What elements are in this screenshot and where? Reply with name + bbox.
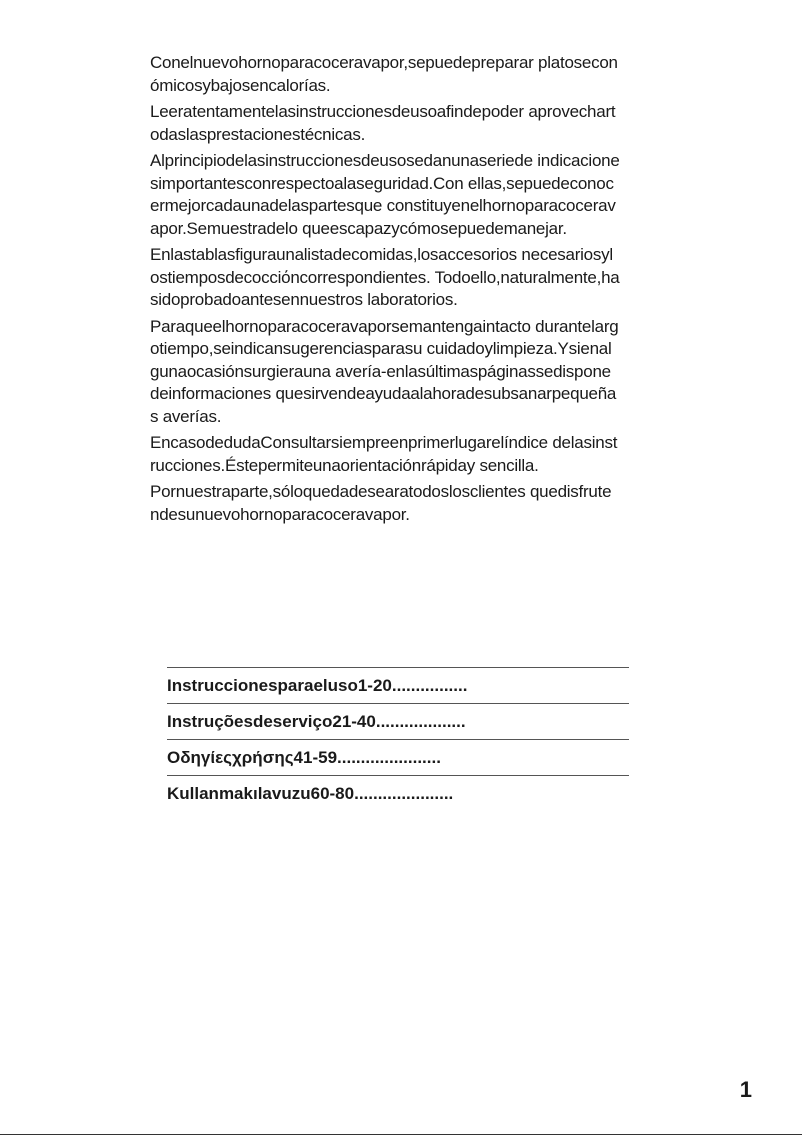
toc-entry-spanish[interactable]	[167, 667, 629, 703]
intro-paragraph: Pornuestraparte,sóloquedadesearatodoslosclientes quedisfrutendesunuevohornoparacoceravapor.	[150, 482, 612, 524]
toc-entry-leader: ...................	[375, 712, 466, 731]
intro-paragraph: Enlastablasfiguraunalistadecomidas,losaccesorios necesariosylostiemposdecocciόncorrespondientes. Todoello,naturalmente,hasidoprobadoantesennuestros laboratorios.	[150, 245, 620, 309]
table-of-contents	[167, 667, 629, 811]
intro-text	[150, 52, 620, 530]
intro-paragraph: Leeratentamentelasinstruccionesdeusoafindepoder aprovechartodaslasprestacionestécnicas.	[150, 102, 616, 144]
intro-paragraph: EncasodedudaConsultarsiempreenprimerlugarelíndice delasinstrucciones.Éstepermiteunaorientaciónrápiday sencilla.	[150, 433, 618, 475]
toc-entry-pages: 21-40	[332, 712, 376, 731]
toc-entry-leader: ......................	[337, 748, 441, 767]
toc-entry-pages: 41-59	[293, 748, 338, 767]
intro-paragraph: Paraqueelhornoparacoceravaporsemantengaintacto durantelargotiempo,seindicansugerenciasparasu cuidadoylimpieza.Ysienalgunaocasiónsurgierauna avería-enlasúltimaspáginassedisponedeinformaciones quesirvendeayudaalahoradesubsanarpequeñas averías.	[150, 316, 619, 426]
bottom-divider	[0, 1134, 802, 1135]
toc-entry-pages: 60-80	[310, 784, 355, 803]
toc-entry-turkish[interactable]	[167, 775, 629, 811]
toc-entry-title: Kullanmakılavuzu	[167, 784, 311, 803]
toc-entry-portuguese[interactable]	[167, 703, 629, 739]
toc-entry-title: Instruccionesparaeluso	[167, 676, 358, 695]
toc-entry-leader: ................	[391, 676, 468, 695]
intro-paragraph: Alprincipiodelasinstruccionesdeusosedanunaseriede indicacionesimportantesconrespectoalaseguridad.Con ellas,sepuedeconocermejorcadaunadelaspartesque constituyenelhornoparacoceravapor.Semuestradelo queescapazycómosepuedemanejar.	[150, 151, 620, 238]
page-number: 1	[739, 1077, 752, 1102]
intro-paragraph: Conelnuevohornoparacoceravapor,sepuedepreparar platoseconómicosybajosencalorías.	[150, 53, 618, 95]
toc-entry-title: Οδηγίεςχρήσης	[167, 748, 294, 767]
toc-entry-greek[interactable]	[167, 739, 629, 775]
toc-entry-leader: .....................	[354, 784, 454, 803]
toc-entry-pages: 1-20	[357, 676, 392, 695]
toc-entry-title: Instruçõesdeserviço	[167, 712, 333, 731]
